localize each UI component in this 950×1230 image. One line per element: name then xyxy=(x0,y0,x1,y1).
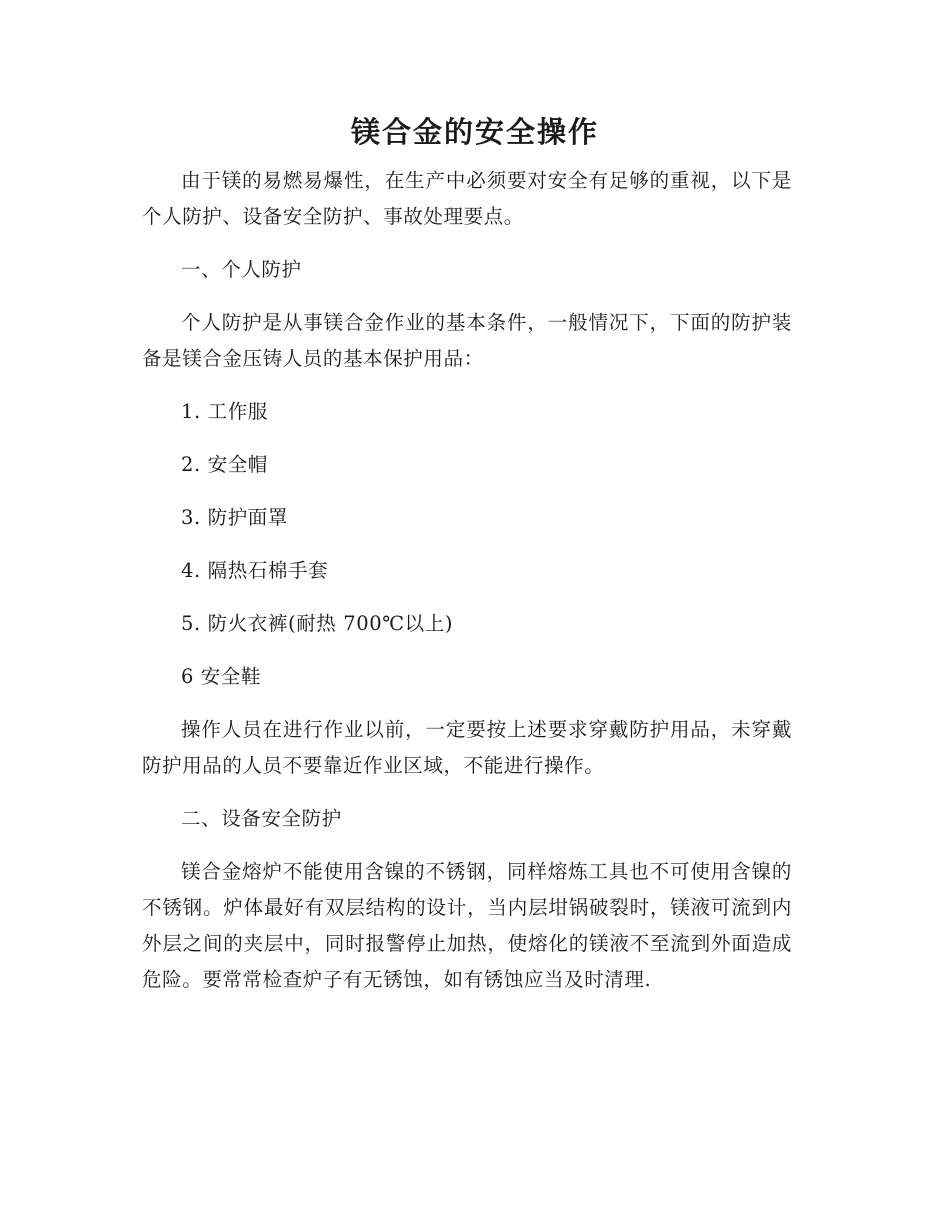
list-item-safety-helmet: 2. 安全帽 xyxy=(181,453,268,476)
intro-paragraph: 由于镁的易燃易爆性，在生产中必须要对安全有足够的重视，以下是个人防护、设备安全防护、事故处理要点。 xyxy=(142,169,792,228)
personal-protection-paragraph: 个人防护是从事镁合金作业的基本条件，一般情况下，下面的防护装备是镁合金压铸人员的基本保护用品： xyxy=(142,311,792,370)
section-heading-equipment-safety: 二、设备安全防护 xyxy=(181,807,342,830)
equipment-safety-paragraph: 镁合金熔炉不能使用含镍的不锈钢，同样熔炼工具也不可使用含镍的不锈钢。炉体最好有双层结构的设计，当内层坩锅破裂时，镁液可流到内外层之间的夹层中，同时报警停止加热，使熔化的镁液不至流到外面造成危险。要常常检查炉子有无锈蚀，如有锈蚀应当及时清理. xyxy=(142,860,792,991)
list-item-face-shield: 3. 防护面罩 xyxy=(181,506,289,529)
list-item-insulated-gloves: 4. 隔热石棉手套 xyxy=(181,559,329,582)
protection-note-paragraph: 操作人员在进行作业以前，一定要按上述要求穿戴防护用品，未穿戴防护用品的人员不要靠近作业区域，不能进行操作。 xyxy=(142,718,792,777)
document-body xyxy=(142,163,792,1015)
list-item-work-clothes: 1. 工作服 xyxy=(181,400,268,423)
document-title: 镁合金的安全操作 xyxy=(350,115,599,149)
list-item-safety-shoes: 6 安全鞋 xyxy=(181,665,262,688)
section-heading-personal-protection: 一、个人防护 xyxy=(181,258,302,281)
list-item-fireproof-clothing: 5. 防火衣裤(耐热 700℃以上) xyxy=(181,612,454,635)
